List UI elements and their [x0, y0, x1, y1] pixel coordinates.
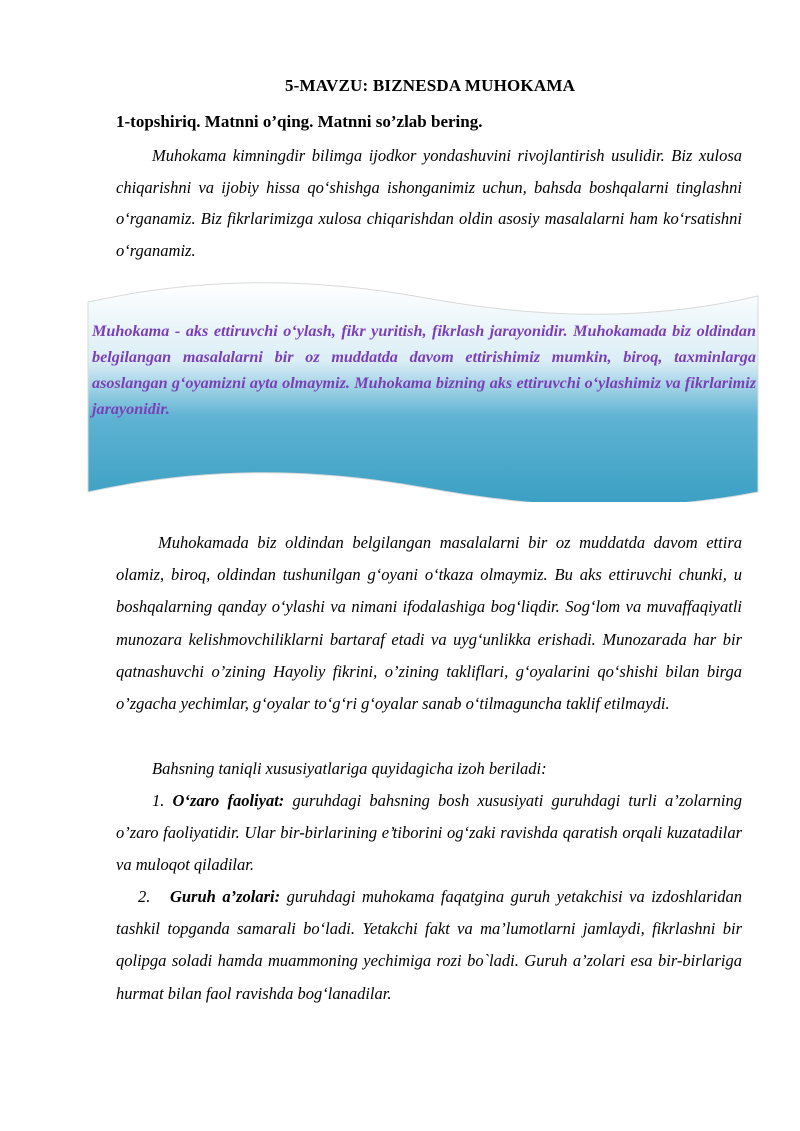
- body-paragraph-2: [116, 753, 742, 785]
- intro-text: Muhokama kimningdir bilimga ijodkor yondashuvini rivojlantirish usulidir. Biz xulosa chiqarishni va ijobiy hissa qo‘shishga ishonganimiz uchun, bahsda boshqalarni tinglashni o‘rganamiz. Biz fikrlarimizga xulosa chiqarishdan oldin asosiy masalalarni ham ko‘rsatishni o‘rganamiz.: [116, 146, 742, 260]
- intro-paragraph: [116, 140, 742, 266]
- body-paragraph-1: [116, 527, 742, 720]
- page-title: 5-MAVZU: BIZNESDA MUHOKAMA: [284, 76, 576, 95]
- list-item-2-number: 2.: [138, 887, 151, 906]
- list-item-2-text: guruhdagi muhokama faqatgina guruh yetakchisi va izdoshlaridan tashkil topganda samarali bo‘ladi. Yetakchi fakt va ma’lumotlarni jamlaydi, fikrlashni bir qolipga soladi hamda muammoning yechimiga rozi bo`ladi. Guruh a’zolari esa bir-birlariga hurmat bilan faol ravishda bog‘lanadilar.: [116, 887, 742, 1003]
- list-item-1-number: 1.: [152, 791, 165, 810]
- list-item-1: [116, 785, 742, 882]
- list-item-2-heading: Guruh a’zolari:: [169, 887, 281, 906]
- wave-banner: [86, 282, 760, 502]
- list-item-2: [116, 881, 742, 1010]
- list-item-1-heading: O‘zaro faoliyat:: [172, 791, 285, 810]
- body-text-1: Muhokamada biz oldindan belgilangan masalalarni bir oz muddatda davom ettira olamiz, biroq, oldindan tushunilgan g‘oyani o‘tkaza olmaymiz. Bu aks ettiruvchi chunki, u boshqalarning qanday o‘ylashi va nimani ifodalashiga bog‘liqdir. Sog‘lom va muvaffaqiyatli munozara kelishmovchiliklarni bartaraf etadi va uyg‘unlikka erishadi. Munozarada har bir qatnashuvchi o’zining Hayoliy fikrini, o’zining takliflari, g‘oyalarini qo‘shishi bilan birga o’zgacha yechimlar, g‘oyalar to‘g‘ri g‘oyalar sanab o‘tilmaguncha taklif etilmaydi.: [116, 533, 742, 714]
- list-item-1-text: guruhdagi bahsning bosh xususiyati guruhdagi turli a’zolarning o’zaro faoliyatidir. Ular bir-birlarining e’tiborini og‘zaki ravishda qaratish orqali kuzatadilar va muloqot qiladilar.: [116, 791, 743, 875]
- banner-text: Muhokama - aks ettiruvchi o‘ylash, fikr yuritish, fikrlash jarayonidir. Muhokamada biz oldindan belgilangan masalalarni bir oz muddatda davom ettirishimiz mumkin, biroq, taxminlarga asoslangan g‘oyamizni ayta olmaymiz. Muhokama bizning aks ettiruvchi o‘ylashimiz va fikrlarimiz jarayonidir.: [92, 322, 756, 418]
- task-heading: 1-topshiriq. Matnni o’qing. Matnni so’zlab bering.: [116, 112, 483, 131]
- body-text-2: Bahsning taniqli xususiyatlariga quyidagicha izoh beriladi:: [152, 759, 547, 778]
